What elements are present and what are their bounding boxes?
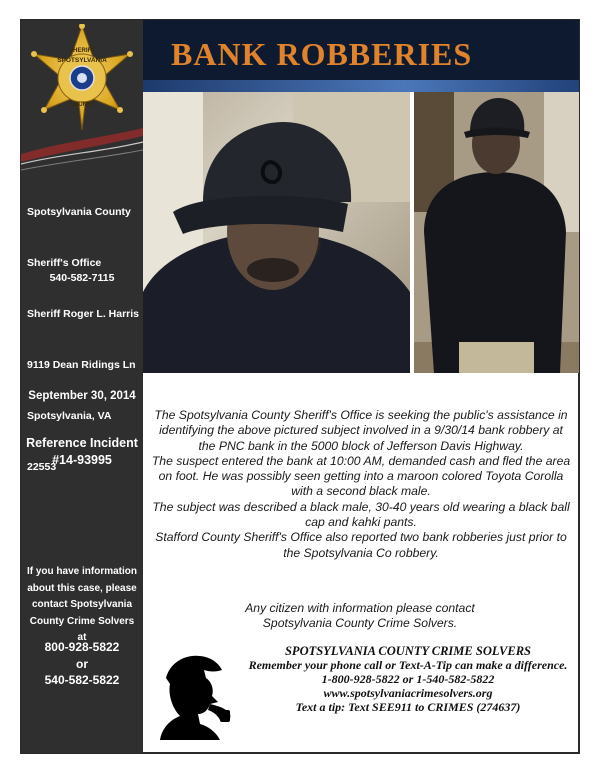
crime-solvers-line: Remember your phone call or Text-A-Tip can make a difference. (248, 658, 568, 672)
address-line: Spotsylvania, VA (27, 410, 112, 422)
info-line: about this case, please (27, 582, 137, 594)
info-line: If you have information (26, 566, 137, 577)
info-line: contact Spotsylvania (31, 599, 133, 610)
info-text (21, 564, 143, 647)
info-line: at (77, 632, 87, 643)
crime-solvers-title: SPOTSYLVANIA COUNTY CRIME SOLVERS (284, 644, 531, 658)
suspect-fullbody-image (414, 92, 579, 373)
info-line: County Crime Solvers (29, 615, 135, 627)
sheriff-phone: 540-582-7115 (49, 272, 115, 284)
sheriff-badge-icon (24, 24, 140, 132)
description-text (150, 408, 572, 561)
detective-silhouette-icon (160, 648, 236, 740)
description-paragraph-1: The Spotsylvania County Sheriff's Office is seeking the public's assistance in identifying the above pictured subject involved in a 9/30/14 bank robbery at the PNC bank in the 5000 block of Jefferson Davis Highway. (154, 408, 568, 453)
address-line: Sheriff Roger L. Harris (27, 308, 140, 320)
crime-solvers-block (240, 644, 576, 714)
badge-text-mid: SPOTSYLVANIA (57, 57, 107, 64)
description-paragraph-4: Stafford County Sheriff's Office also reported two bank robberies just prior to the Spotsylvania Co robbery. (155, 530, 567, 560)
address-line: Sheriff's Office (27, 257, 102, 269)
suspect-photo-closeup (143, 92, 410, 373)
suspect-closeup-image (143, 92, 410, 373)
sidebar (21, 20, 143, 753)
address-line: 22553 (27, 461, 57, 473)
crime-solvers-phone-2: 540-582-5822 (44, 673, 120, 687)
badge-text-bottom: COUNTY (69, 102, 95, 108)
page-title: BANK ROBBERIES (171, 36, 473, 72)
or-text: or (76, 657, 88, 671)
crime-solvers-phone-1: 800-928-5822 (44, 640, 120, 654)
contact-text: Any citizen with information please contact Spotsylvania County Crime Solvers. (245, 601, 475, 631)
header-banner (143, 20, 579, 92)
address-line: Spotsylvania County (27, 206, 131, 218)
badge-text-top: SHERIFF (69, 48, 95, 54)
crime-solvers-website[interactable]: www.spotsylvaniacrimesolvers.org (323, 686, 493, 700)
crime-solvers-text-tip: Text a tip: Text SEE911 to CRIMES (274637) (295, 700, 521, 714)
description-paragraph-2: The suspect entered the bank at 10:00 AM, demanded cash and fled the area on foot. He was possibly seen getting into a maroon colored Toyota Corolla with a second black male. (151, 453, 571, 499)
header-stripe (143, 80, 579, 92)
description-paragraph-3: The subject was described a black male, 30-40 years old wearing a black ball cap and kahki pants. (152, 499, 570, 530)
address-line: 9119 Dean Ridings Ln (27, 359, 136, 371)
reference-label: Reference Incident (26, 436, 138, 450)
incident-date: September 30, 2014 (28, 390, 136, 402)
suspect-photo-fullbody (414, 92, 579, 373)
reference-number: #14-93995 (52, 453, 112, 467)
crime-solvers-phones: 1-800-928-5822 or 1-540-582-5822 (321, 672, 495, 686)
